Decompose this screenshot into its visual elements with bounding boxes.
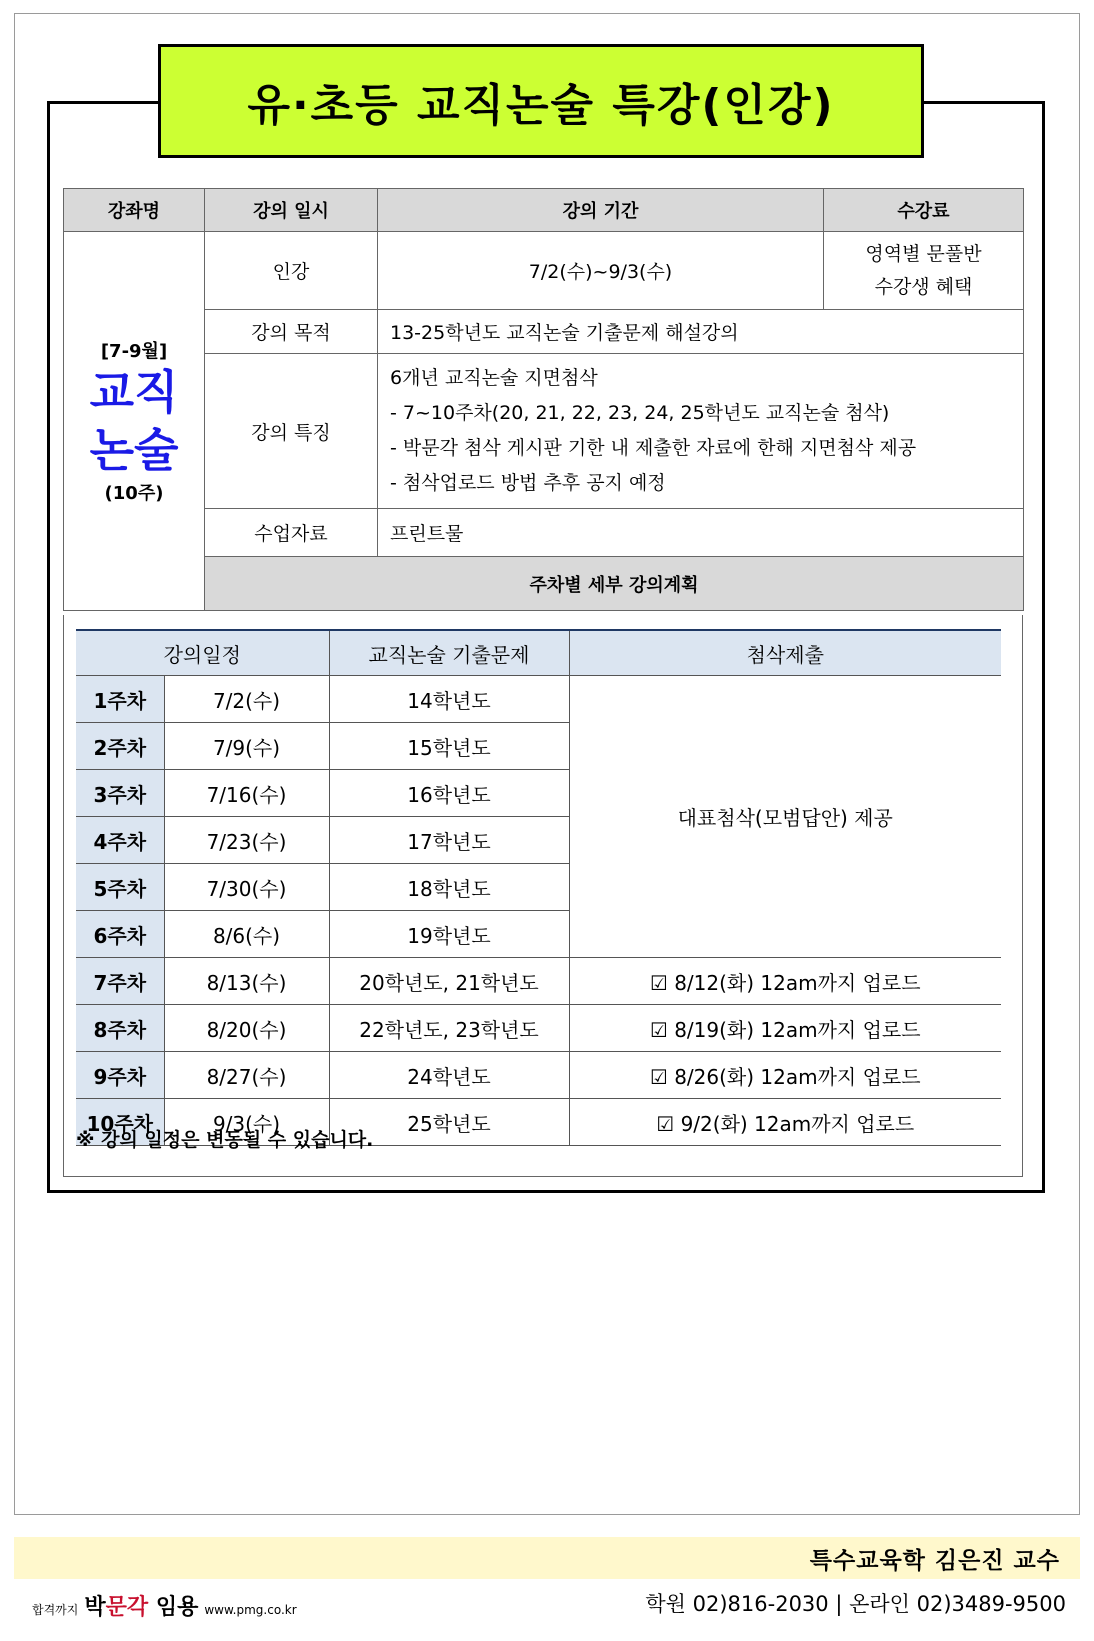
week-exam: 19학년도: [329, 911, 569, 958]
week-label: 9주차: [76, 1052, 164, 1099]
week-label: 5주차: [76, 864, 164, 911]
week-date: 7/30(수): [164, 864, 329, 911]
fee-line2: 수강생 혜택: [874, 275, 973, 298]
table-row: [76, 676, 1001, 723]
table-row: [76, 1005, 1001, 1052]
table-row: [76, 1052, 1001, 1099]
feature-line: 6개년 교직논술 지면첨삭: [390, 367, 598, 389]
week-label: 3주차: [76, 770, 164, 817]
page-title: 유·초등 교직논술 특강(인강): [158, 44, 924, 158]
professor-bar: [14, 1537, 1080, 1579]
week-date: 9/3(수): [164, 1099, 329, 1146]
professor-name: 특수교육학 김은진 교수: [809, 1547, 1060, 1574]
weekly-schedule-table: [76, 629, 1001, 1146]
feature-cell: [378, 354, 1024, 509]
week-submission: ☑ 8/12(화) 12am까지 업로드: [569, 958, 1001, 1005]
plan-title-row: [64, 557, 1024, 611]
feature-label: 강의 특징: [205, 354, 378, 509]
feature-line: - 박문각 첨삭 게시판 기한 내 제출한 자료에 한해 지면첨삭 제공: [390, 437, 917, 459]
week-exam: 22학년도, 23학년도: [329, 1005, 569, 1052]
table-row: [76, 958, 1001, 1005]
course-name-line1: 교직: [89, 365, 179, 419]
week-exam: 14학년도: [329, 676, 569, 723]
material-value: 프린트물: [378, 509, 1024, 557]
info-row-purpose: [64, 310, 1024, 354]
course-weeks: (10주): [104, 483, 164, 504]
week-label: 7주차: [76, 958, 164, 1005]
week-date: 7/9(수): [164, 723, 329, 770]
fee-line1: 영역별 문풀반: [865, 242, 982, 265]
week-submission: ☑ 8/19(화) 12am까지 업로드: [569, 1005, 1001, 1052]
brand-name: [84, 1590, 198, 1621]
week-date: 8/20(수): [164, 1005, 329, 1052]
feature-line: - 첨삭업로드 방법 추후 공지 예정: [390, 472, 666, 494]
footer: [14, 1582, 1080, 1622]
header-lecture-time: 강의 일시: [205, 189, 378, 232]
brand-logo: [32, 1590, 297, 1621]
header-exam: 교직논술 기출문제: [329, 630, 569, 676]
header-submission: 첨삭제출: [569, 630, 1001, 676]
course-period: [7-9월]: [100, 341, 168, 362]
week-date: 7/23(수): [164, 817, 329, 864]
feature-line: - 7~10주차(20, 21, 22, 23, 24, 25학년도 교직논술 첨삭): [390, 402, 890, 424]
brand-name-part: 박: [84, 1595, 106, 1620]
header-course-name: 강좌명: [64, 189, 205, 232]
purpose-label: 강의 목적: [205, 310, 378, 354]
info-row-features: [64, 354, 1024, 509]
week-exam: 18학년도: [329, 864, 569, 911]
brand-name-part: 임용: [148, 1595, 199, 1620]
week-date: 8/13(수): [164, 958, 329, 1005]
week-label: 10주차: [76, 1099, 164, 1146]
header-fee: 수강료: [824, 189, 1024, 232]
week-label: 2주차: [76, 723, 164, 770]
purpose-value: 13-25학년도 교직논술 기출문제 해설강의: [378, 310, 1024, 354]
info-row-materials: [64, 509, 1024, 557]
week-exam: 17학년도: [329, 817, 569, 864]
lecture-dates: 7/2(수)~9/3(수): [378, 232, 824, 310]
brand-tagline: 합격까지: [32, 1603, 79, 1617]
fee-cell: [824, 232, 1024, 310]
week-exam: 20학년도, 21학년도: [329, 958, 569, 1005]
week-date: 8/6(수): [164, 911, 329, 958]
merged-submission: 대표첨삭(모범답안) 제공: [569, 676, 1001, 958]
lecture-type: 인강: [205, 232, 378, 310]
week-exam: 16학년도: [329, 770, 569, 817]
header-schedule: 강의일정: [76, 630, 329, 676]
week-label: 8주차: [76, 1005, 164, 1052]
week-label: 1주차: [76, 676, 164, 723]
schedule-note: ※ 강의 일정은 변동될 수 있습니다.: [76, 1129, 374, 1151]
course-title-cell: [64, 232, 205, 611]
course-info-table: [63, 188, 1024, 611]
schedule-section: [63, 615, 1023, 1177]
week-exam: 15학년도: [329, 723, 569, 770]
week-submission: ☑ 9/2(화) 12am까지 업로드: [569, 1099, 1001, 1146]
material-label: 수업자료: [205, 509, 378, 557]
contact-info: 학원 02)816-2030 | 온라인 02)3489-9500: [645, 1592, 1066, 1616]
week-date: 7/2(수): [164, 676, 329, 723]
info-row-type: [64, 232, 1024, 310]
week-date: 7/16(수): [164, 770, 329, 817]
week-exam: 25학년도: [329, 1099, 569, 1146]
week-label: 4주차: [76, 817, 164, 864]
brand-url: www.pmg.co.kr: [204, 1603, 297, 1617]
header-lecture-period: 강의 기간: [378, 189, 824, 232]
week-label: 6주차: [76, 911, 164, 958]
brand-name-part: 문각: [105, 1595, 149, 1620]
info-header-row: [64, 189, 1024, 232]
plan-title: 주차별 세부 강의계획: [205, 557, 1024, 611]
course-name-line2: 논술: [89, 423, 179, 477]
schedule-header-row: [76, 630, 1001, 676]
week-date: 8/27(수): [164, 1052, 329, 1099]
week-submission: ☑ 8/26(화) 12am까지 업로드: [569, 1052, 1001, 1099]
week-exam: 24학년도: [329, 1052, 569, 1099]
